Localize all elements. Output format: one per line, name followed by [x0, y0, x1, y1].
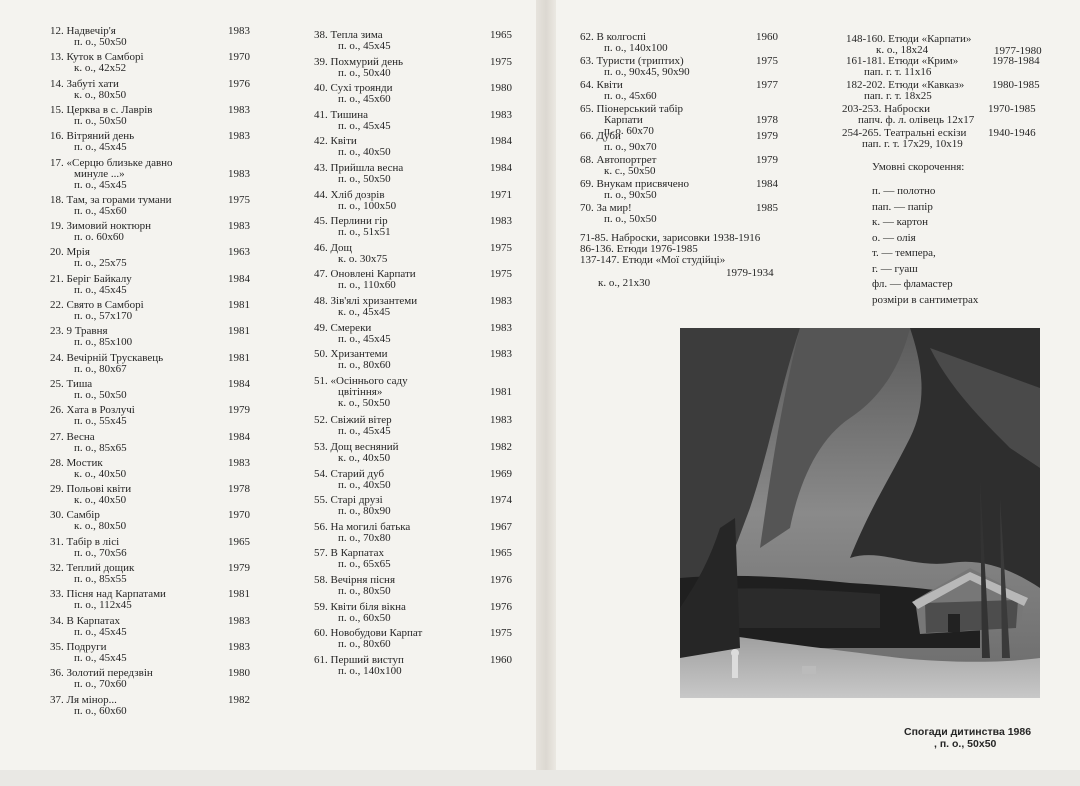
entry-year: 1983 — [228, 25, 250, 37]
entry-year: 1983 — [228, 220, 250, 233]
entry-title: 203-253. Наброски — [842, 103, 930, 115]
entry-title: 28. Мостик — [50, 456, 103, 469]
catalog-entry — [50, 246, 250, 270]
entry-year: 1985 — [756, 202, 778, 214]
entry-title: 30. Самбір — [50, 509, 100, 522]
entry-year: 1981 — [228, 299, 250, 311]
entry-title: 37. Ля мінор... — [50, 693, 117, 706]
entry-year: 1970 — [228, 509, 250, 522]
entry-year: 1979 — [756, 130, 778, 142]
entry-year: 1983 — [228, 640, 250, 653]
catalog-entry — [50, 193, 250, 217]
entry-year: 1983 — [228, 103, 250, 116]
entry-details: п. о., 50x50 — [74, 36, 127, 48]
entry-details: п. о., 80x67 — [74, 362, 127, 375]
entry-title: 64. Квіти — [580, 79, 623, 91]
entry-details: п. о., 85x55 — [74, 573, 127, 585]
entry-year: 1940-1946 — [988, 127, 1036, 139]
entry-details: п. о., 70x80 — [338, 531, 391, 544]
entry-year: 1974 — [490, 494, 512, 507]
entry-details: п. о., 80x90 — [338, 505, 391, 518]
entry-year: 1984 — [228, 377, 250, 390]
catalog-entry — [842, 104, 1046, 126]
entry-details: п. о., 45x45 — [74, 651, 127, 664]
entry-title-continued: минуле ...» — [74, 167, 125, 180]
entry-year: 1965 — [490, 29, 512, 41]
entry-details: п. о., 140x100 — [604, 42, 668, 54]
catalog-entry — [314, 215, 512, 239]
entry-title: 40. Сухі троянди — [314, 82, 393, 95]
entry-year: 1983 — [228, 614, 250, 627]
entry-details: п. о., 80x50 — [338, 585, 391, 597]
legend-item: п. — полотно — [872, 185, 936, 197]
entry-details: к. о., 40x50 — [74, 494, 127, 507]
catalog-entry — [314, 414, 512, 438]
entry-details: п. о., 45x45 — [74, 141, 127, 154]
catalog-entry — [50, 325, 250, 349]
entry-title: 13. Куток в Самборі — [50, 51, 144, 64]
entry-details: п. о., 90x70 — [604, 141, 657, 153]
entry-year: 1980 — [490, 82, 512, 95]
catalog-entry — [314, 547, 512, 571]
entry-title: 18. Там, за горами тумани — [50, 193, 172, 206]
entry-details: папч. ф. л. олівець 12x17 — [858, 114, 975, 126]
entry-details: пап. г. т. 18x25 — [864, 90, 932, 102]
entry-details: к. о. 30x75 — [338, 252, 388, 265]
entry-title: 63. Туристи (триптих) — [580, 55, 684, 67]
entry-year: 1975 — [490, 268, 512, 281]
painting-caption-details: , п. о., 50x50 — [934, 738, 997, 750]
catalog-entry — [314, 600, 512, 624]
entry-details: п. о., 45x45 — [338, 40, 391, 52]
entry-title: 22. Свято в Самборі — [50, 299, 144, 311]
entry-title-continued: Карпати — [604, 114, 643, 126]
entry-title: 35. Подруги — [50, 640, 107, 653]
entry-details: к. о., 80x50 — [74, 88, 127, 101]
legend-item: фл. — фламастер — [872, 278, 953, 290]
entry-year: 1976 — [490, 600, 512, 613]
entry-details: к. о., 80x50 — [74, 520, 127, 533]
entry-details: к. с., 50x50 — [604, 165, 656, 177]
entry-details: п. о., 60x60 — [74, 704, 127, 717]
catalog-entry — [314, 653, 512, 677]
entry-details: п. о., 112x45 — [74, 599, 132, 612]
catalog-entry — [50, 25, 250, 48]
entry-year: 1975 — [490, 627, 512, 640]
entry-title: 34. В Карпатах — [50, 614, 120, 627]
entry-year: 1960 — [756, 31, 778, 43]
catalog-entry — [846, 80, 1046, 102]
entry-title: 45. Перлини гір — [314, 215, 388, 228]
entry-year: 1976 — [490, 574, 512, 586]
entry-title: 41. Тишина — [314, 108, 368, 121]
legend-title: Умовні скорочення: — [872, 161, 965, 173]
entry-details: п. о., 50x50 — [338, 173, 391, 185]
entry-year: 1970 — [228, 51, 250, 64]
entry-title: 52. Свіжий вітер — [314, 414, 392, 427]
entry-details: п. о., 65x65 — [338, 558, 391, 571]
catalog-entry — [314, 268, 512, 292]
entry-year: 1982 — [228, 693, 250, 706]
catalog-entry — [50, 220, 250, 244]
entry-year: 1975 — [228, 193, 250, 206]
entry-details: к. о., 50x50 — [338, 396, 391, 409]
catalog-entry — [50, 103, 250, 127]
catalog-entry — [580, 154, 778, 177]
legend-item: к. — картон — [872, 216, 929, 228]
entry-details: пап. г. т. 11x16 — [864, 66, 932, 78]
book-gutter — [536, 0, 556, 770]
entry-details: п. о., 40x50 — [338, 146, 391, 159]
entry-title: 61. Перший виступ — [314, 653, 404, 666]
entry-details: п. о., 51x51 — [338, 226, 391, 239]
entry-year: 1981 — [228, 325, 250, 338]
entry-title: 182-202. Етюди «Кавказ» — [846, 79, 965, 91]
entry-title: 58. Вечірня пісня — [314, 574, 396, 586]
entry-title: 69. Внукам присвячено — [580, 178, 690, 190]
entry-details: п. о., 110x60 — [338, 279, 396, 292]
catalog-entry — [314, 82, 512, 106]
entry-details: п. о., 55x45 — [74, 415, 127, 428]
entry-details: п. о., 45x45 — [338, 119, 391, 132]
entry-year: 1984 — [228, 272, 250, 285]
entry-year: 1983 — [490, 295, 512, 307]
catalog-entry — [50, 299, 250, 322]
entry-details: п. о., 50x50 — [604, 213, 657, 225]
entry-title: 25. Тиша — [50, 377, 93, 390]
entry-details: п. о., 50x40 — [338, 66, 391, 79]
catalog-entry — [314, 441, 512, 464]
entry-title: 15. Церква в с. Лаврів — [50, 103, 153, 116]
catalog-entry — [50, 156, 250, 191]
catalog-entry — [314, 135, 512, 159]
entry-year: 1976 — [228, 77, 250, 90]
entry-year: 1983 — [490, 215, 512, 228]
catalog-entry — [314, 241, 512, 265]
entry-details: п. о., 45x60 — [604, 90, 657, 102]
entry-year: 1975 — [756, 55, 778, 67]
catalog-entry — [50, 377, 250, 401]
entry-title: 43. Прийшла весна — [314, 162, 404, 174]
catalog-entry — [50, 404, 250, 428]
legend-item: пап. — папір — [872, 200, 933, 213]
entry-details: п. о., 57x170 — [74, 310, 133, 322]
catalog-entry — [50, 272, 250, 296]
entry-year: 1975 — [490, 241, 512, 254]
entry-title: 39. Похмурий день — [314, 55, 404, 68]
entry-year: 1967 — [490, 520, 512, 533]
entry-details: п. о., 60x50 — [338, 611, 391, 624]
catalog-entry — [314, 321, 512, 345]
entry-title: 14. Забуті хати — [50, 77, 119, 90]
catalog-entry — [580, 130, 778, 153]
entry-details: п. о., 45x60 — [74, 204, 127, 217]
entry-title: 31. Табір в лісі — [50, 535, 120, 548]
entry-title: 51. «Осіннього саду — [314, 374, 408, 387]
entry-title: 48. Зів'ялі хризантеми — [314, 295, 418, 307]
entry-year: 1980-1985 — [992, 79, 1040, 91]
entry-year: 1984 — [490, 162, 512, 174]
entry-year: 1963 — [228, 246, 250, 259]
entry-title: 20. Мрія — [50, 246, 90, 259]
entry-title: 49. Смереки — [314, 321, 372, 334]
entry-title: 38. Тепла зима — [314, 29, 383, 41]
entry-year: 1981 — [228, 351, 250, 364]
entry-title: 60. Новобудови Карпат — [314, 627, 423, 640]
entry-details: п. о., 70x60 — [74, 678, 127, 691]
entry-title: 46. Дощ — [314, 241, 352, 254]
entry-title: 16. Вітряний день — [50, 130, 135, 143]
entry-title: 56. На могилі батька — [314, 520, 411, 533]
entry-details: к. о., 40x50 — [338, 452, 391, 464]
catalog-entry — [580, 31, 778, 54]
entry-title: 33. Пісня над Карпатами — [50, 588, 166, 601]
catalog-range-line: 71-85. Наброски, зарисовки 1938-1916 — [580, 232, 761, 244]
entry-title: 59. Квіти біля вікна — [314, 600, 406, 613]
entry-title: 21. Беріг Байкалу — [50, 272, 132, 285]
entry-details: п. о., 45x45 — [74, 178, 127, 191]
entry-title: 62. В колгоспі — [580, 31, 647, 43]
entry-details: п. о., 50x50 — [74, 388, 127, 401]
entry-details: п. о., 80x60 — [338, 359, 391, 372]
entry-year: 1983 — [490, 321, 512, 334]
catalog-entry — [314, 627, 512, 651]
catalog-entry — [580, 178, 778, 201]
catalog-entry — [50, 509, 250, 533]
entry-title: 50. Хризантеми — [314, 348, 388, 361]
catalog-entry — [846, 56, 1046, 78]
entry-details: п. о., 90x50 — [604, 189, 657, 201]
entry-title: 29. Польові квіти — [50, 483, 132, 496]
catalog-range-line: 137-147. Етюди «Мої студійці» — [580, 254, 726, 266]
entry-title: 26. Хата в Розлучі — [50, 404, 135, 417]
catalog-entry — [50, 430, 250, 454]
catalog-entry — [314, 494, 512, 518]
entry-title: 36. Золотий передзвін — [50, 667, 153, 680]
entry-title: 27. Весна — [50, 430, 95, 443]
catalog-entry — [50, 562, 250, 585]
entry-year: 1965 — [490, 547, 512, 560]
entry-title: 17. «Серцю близьке давно — [50, 156, 173, 169]
entry-year: 1977-1980 — [994, 45, 1042, 57]
entry-year: 1979 — [228, 404, 250, 417]
entry-year: 1984 — [490, 135, 512, 148]
entry-title-continued: цвітіння» — [338, 385, 383, 398]
entry-year: 1984 — [756, 178, 778, 190]
entry-details: п. о., 140x100 — [338, 664, 402, 677]
entry-year: 1983 — [490, 348, 512, 361]
entry-title: 19. Зимовий ноктюрн — [50, 220, 152, 233]
catalog-entry — [314, 29, 512, 52]
painting-caption-title: Спогади дитинства 1986 — [904, 726, 1032, 738]
entry-title: 148-160. Етюди «Карпати» — [846, 33, 972, 45]
catalog-entry — [50, 614, 250, 638]
catalog-entry — [314, 520, 512, 544]
catalog-entry — [50, 77, 250, 101]
catalog-entry — [314, 108, 512, 132]
catalog-entry — [50, 535, 250, 559]
entry-details: п. о., 90x45, 90x90 — [604, 66, 690, 78]
catalog-entry — [314, 295, 512, 318]
entry-details: п. о., 80x60 — [338, 638, 391, 651]
painting-reproduction — [680, 328, 1040, 698]
entry-year: 1969 — [490, 467, 512, 480]
entry-details: к. о., 18x24 — [876, 44, 929, 56]
entry-title: 68. Автопортрет — [580, 154, 657, 166]
catalog-entry — [846, 34, 1046, 56]
catalog-entry — [580, 79, 778, 102]
entry-title: 57. В Карпатах — [314, 547, 384, 560]
entry-title: 161-181. Етюди «Крим» — [846, 55, 959, 67]
catalog-entry — [50, 667, 250, 691]
entry-year: 1983 — [490, 414, 512, 427]
catalog-entry — [314, 188, 512, 212]
entry-details: п. о., 45x45 — [338, 332, 391, 345]
entry-title: 254-265. Театральні ескізи — [842, 127, 967, 139]
entry-year: 1977 — [756, 79, 778, 91]
catalog-entry — [580, 55, 778, 78]
entry-year: 1978 — [228, 483, 250, 496]
entry-title: 12. Надвечір'я — [50, 25, 116, 37]
entry-year: 1979 — [756, 154, 778, 166]
catalog-entry — [314, 348, 512, 372]
entry-details: п. о., 45x45 — [74, 283, 127, 296]
entry-year: 1981 — [228, 588, 250, 601]
entry-year: 1978-1984 — [992, 55, 1040, 67]
catalog-entry — [314, 55, 512, 79]
entry-year: 1971 — [490, 188, 512, 201]
legend-item: о. — олія — [872, 231, 916, 244]
entry-details: к. о., 40x50 — [74, 467, 127, 480]
bottom-strip — [0, 770, 1080, 786]
catalog-entry — [314, 467, 512, 491]
entry-year: 1970-1985 — [988, 103, 1036, 115]
entry-title: 47. Оновлені Карпати — [314, 268, 416, 281]
entry-details: п. о., 45x45 — [338, 425, 391, 438]
entry-details: п. о. 60x70 — [604, 125, 654, 137]
catalog-entry — [580, 202, 778, 225]
entry-year: 1983 — [228, 167, 250, 180]
catalog-entry — [314, 162, 512, 185]
abbreviations-legend — [872, 160, 978, 308]
entry-details: к. о., 42x52 — [74, 62, 127, 75]
catalog-entry — [50, 640, 250, 664]
entry-details: п. о., 85x100 — [74, 336, 133, 349]
catalog-entry — [50, 130, 250, 154]
entry-title: 54. Старий дуб — [314, 467, 385, 480]
legend-item: г. — гуаш — [872, 262, 918, 275]
entry-details: п. о., 45x60 — [338, 93, 391, 106]
entry-year: 1960 — [490, 653, 512, 666]
entry-title: 32. Теплий дощик — [50, 562, 135, 574]
entry-year: 1983 — [490, 108, 512, 121]
catalog-range-line: 86-136. Етюди 1976-1985 — [580, 243, 698, 255]
entry-year: 1975 — [490, 55, 512, 68]
entry-year: 1965 — [228, 535, 250, 548]
catalog-entry — [314, 374, 512, 409]
entry-details: п. о., 40x50 — [338, 478, 391, 491]
entry-year: 1983 — [228, 456, 250, 469]
entry-title: 55. Старі друзі — [314, 494, 383, 507]
catalog-entry — [50, 456, 250, 480]
legend-item: розміри в сантиметрах — [872, 293, 979, 306]
entry-year: 1982 — [490, 441, 512, 453]
entry-details: п. о., 85x65 — [74, 441, 127, 454]
painting-image — [680, 328, 1040, 698]
entry-details: пап. г. т. 17x29, 10x19 — [862, 138, 963, 150]
entry-year: 1980 — [228, 667, 250, 680]
catalog-entry — [50, 351, 250, 375]
entry-title: 65. Піонерський табір — [580, 103, 684, 115]
catalog-entry — [50, 51, 250, 75]
entry-details: к. о., 45x45 — [338, 306, 391, 318]
catalog-range-year: 1979-1934 — [726, 267, 774, 279]
catalog-entry — [50, 588, 250, 612]
entry-title: 23. 9 Травня — [50, 325, 108, 338]
entry-details: п. о. 60x60 — [74, 231, 124, 244]
entry-title: 42. Квіти — [314, 135, 357, 148]
catalog-entry — [842, 128, 1046, 150]
entry-details: п. о., 45x45 — [74, 625, 127, 638]
entry-details: п. о., 50x50 — [74, 114, 127, 127]
entry-details: п. о., 100x50 — [338, 199, 397, 212]
entry-year: 1978 — [756, 114, 778, 126]
entry-details: п. о., 70x56 — [74, 546, 127, 559]
entry-year: 1984 — [228, 430, 250, 443]
entry-title: 44. Хліб дозрів — [314, 188, 385, 201]
entry-title: 53. Дощ весняний — [314, 441, 399, 453]
entry-year: 1981 — [490, 385, 512, 398]
catalog-range-details: к. о., 21x30 — [598, 277, 651, 289]
catalog-entry — [50, 483, 250, 507]
entry-year: 1979 — [228, 562, 250, 574]
legend-item: т. — темпера, — [872, 247, 936, 259]
entry-title: 66. Дуби — [580, 130, 621, 142]
entry-details: п. о., 25x75 — [74, 257, 127, 270]
catalog-entry — [50, 693, 250, 717]
entry-year: 1983 — [228, 130, 250, 143]
entry-title: 24. Вечірній Трускавець — [50, 351, 164, 364]
entry-title: 70. За мир! — [580, 202, 632, 214]
catalog-entry — [314, 574, 512, 597]
